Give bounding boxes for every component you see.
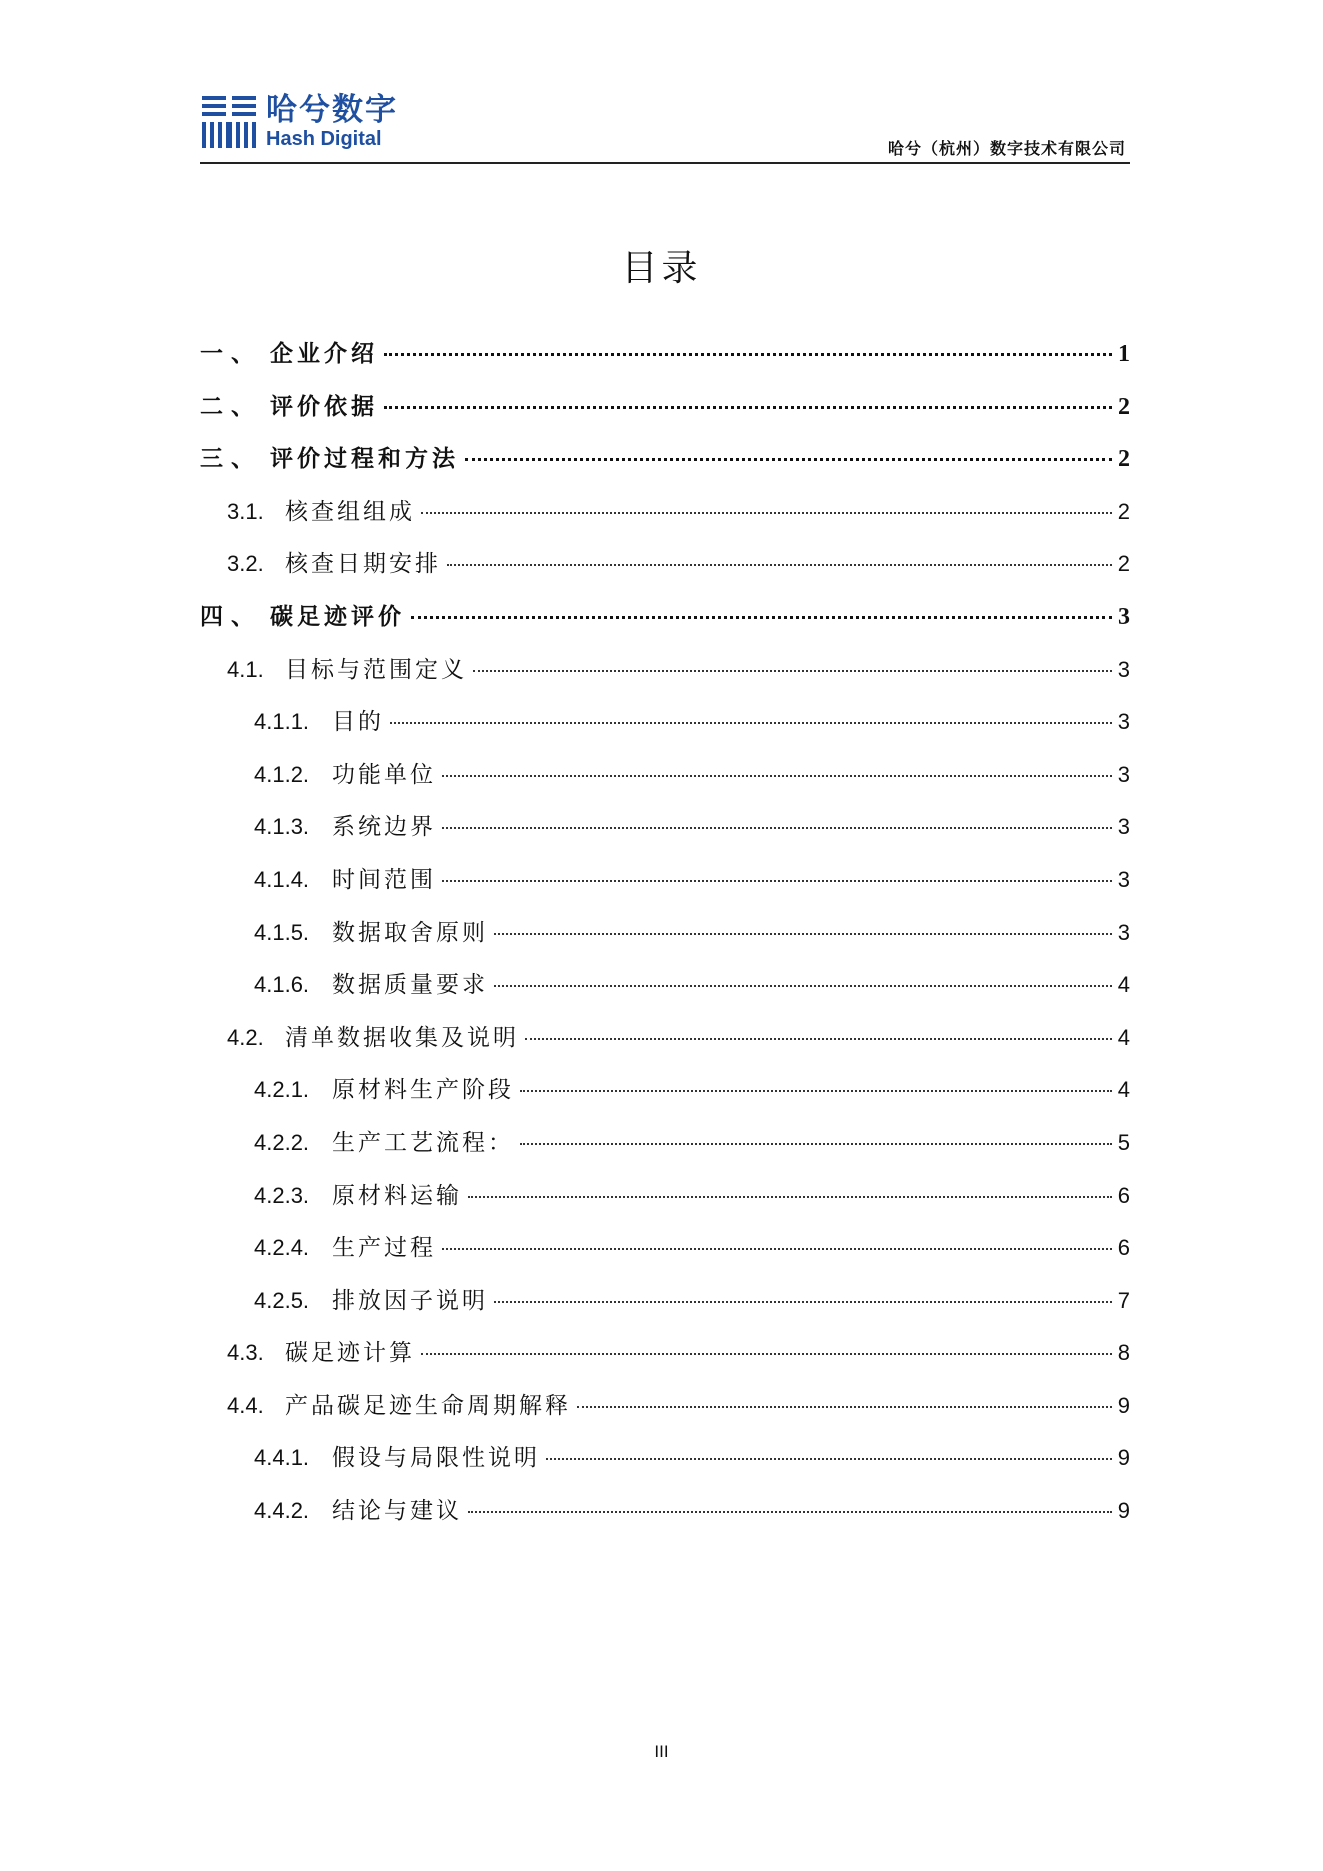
toc-entry-page: 6 [1117,1182,1130,1208]
toc-entry-title: 碳足迹计算 [285,1340,415,1367]
toc-leader-dots [494,1301,1112,1303]
logo-english-name: Hash Digital [266,128,382,150]
toc-entry-number: 二、 [200,393,262,420]
toc-leader-dots [442,880,1112,882]
toc-entry-page: 5 [1117,1129,1130,1155]
toc-entry[interactable] [200,598,1130,651]
toc-entry[interactable] [200,1229,1130,1282]
toc-leader-dots [390,722,1112,724]
toc-leader-dots [384,353,1112,356]
toc-entry-page: 4 [1117,972,1130,998]
toc-entry-page: 2 [1118,446,1130,473]
toc-entry-number: 4.1.3. [254,814,310,840]
toc-entry-page: 3 [1118,603,1130,630]
toc-leader-dots [421,512,1112,514]
toc-entry-number: 4.2.5. [254,1287,310,1313]
toc-entry-title: 核查日期安排 [285,551,441,578]
toc-entry-page: 7 [1117,1287,1130,1313]
toc-entry-title: 原材料运输 [332,1182,462,1209]
toc-entry-title: 时间范围 [332,866,436,893]
toc-leader-dots [468,1196,1112,1198]
toc-entry[interactable] [200,493,1130,546]
toc-entry[interactable] [200,861,1130,914]
toc-entry[interactable] [200,703,1130,756]
toc-entry-page: 1 [1118,341,1130,367]
toc-entry-number: 4.3. [227,1340,264,1366]
company-logo [200,92,398,150]
toc-entry-number: 4.4. [227,1392,264,1418]
toc-leader-dots [442,775,1112,777]
toc-entry-number: 4.1.1. [254,709,310,735]
toc-entry-title: 数据取舍原则 [332,919,488,946]
toc-entry-title: 生产工艺流程： [332,1129,514,1156]
hash-digital-logo-icon [200,92,258,150]
toc-entry[interactable] [200,1177,1130,1230]
toc-leader-dots [520,1090,1112,1092]
toc-entry-number: 4.1.4. [254,866,310,892]
toc-entry-title: 功能单位 [332,761,436,788]
toc-entry-title: 系统边界 [332,814,436,841]
toc-entry[interactable] [200,388,1130,441]
toc-entry[interactable] [200,914,1130,967]
toc-leader-dots [546,1458,1112,1460]
toc-entry-title: 核查组组成 [285,498,415,525]
toc-entry[interactable] [200,808,1130,861]
toc-entry[interactable] [200,1439,1130,1492]
page-number: III [654,1742,669,1761]
toc-entry-title: 排放因子说明 [332,1287,488,1314]
toc-entry-number: 4.2.1. [254,1077,310,1103]
toc-entry-number: 三、 [200,446,262,473]
toc-entry-title: 清单数据收集及说明 [285,1024,519,1051]
toc-entry-number: 3.1. [227,498,264,524]
toc-entry-number: 3.2. [227,551,264,577]
toc-entry-number: 4.2.4. [254,1235,310,1261]
toc-entry[interactable] [200,1492,1130,1545]
toc-leader-dots [473,670,1112,672]
toc-entry-page: 3 [1117,656,1130,682]
toc-entry[interactable] [200,1334,1130,1387]
toc-leader-dots [384,406,1112,409]
toc-entry-title: 企业介绍 [270,341,378,367]
toc-leader-dots [442,827,1112,829]
toc-entry-number: 4.4.2. [254,1498,310,1524]
toc-entry[interactable] [200,545,1130,598]
toc-leader-dots [411,616,1112,619]
toc-entry-page: 2 [1118,393,1130,420]
toc-leader-dots [465,458,1112,461]
toc-entry-page: 4 [1117,1077,1130,1103]
toc-entry-number: 4.2.3. [254,1182,310,1208]
toc-entry[interactable] [200,1019,1130,1072]
toc-leader-dots [577,1406,1112,1408]
toc-entry-title: 原材料生产阶段 [332,1077,514,1104]
toc-leader-dots [468,1511,1112,1513]
toc-entry-page: 8 [1117,1340,1130,1366]
toc-leader-dots [494,933,1112,935]
toc-entry[interactable] [200,651,1130,704]
toc-entry-title: 产品碳足迹生命周期解释 [285,1392,571,1419]
toc-entry[interactable] [200,1282,1130,1335]
toc-entry[interactable] [200,966,1130,1019]
logo-chinese-name: 哈兮数字 [266,92,398,128]
toc-entry-title: 目的 [332,709,384,736]
toc-entry-title: 评价依据 [270,393,378,420]
toc-entry-title: 数据质量要求 [332,972,488,999]
toc-entry-number: 四、 [200,603,262,630]
toc-leader-dots [494,985,1112,987]
toc-entry-page: 2 [1117,498,1130,524]
toc-entry[interactable] [200,1387,1130,1440]
toc-leader-dots [447,564,1112,566]
toc-entry-number: 一、 [200,341,262,367]
toc-entry-title: 碳足迹评价 [270,603,405,630]
toc-entry-page: 3 [1117,919,1130,945]
toc-entry[interactable] [200,1124,1130,1177]
toc-entry-page: 3 [1117,814,1130,840]
toc-entry-number: 4.4.1. [254,1445,310,1471]
toc-entry-title: 评价过程和方法 [270,446,459,473]
toc-entry[interactable] [200,756,1130,809]
toc-entry-number: 4.1. [227,656,264,682]
header-divider [200,162,1130,164]
page-header [200,88,1130,164]
company-name: 哈兮（杭州）数字技术有限公司 [887,139,1126,158]
toc-entry-page: 2 [1117,551,1130,577]
toc-leader-dots [421,1353,1112,1355]
toc-entry[interactable] [200,440,1130,493]
toc-entry-page: 3 [1117,709,1130,735]
toc-entry-page: 3 [1117,761,1130,787]
toc-entry-title: 目标与范围定义 [285,656,467,683]
toc-entry-page: 9 [1117,1445,1130,1471]
toc-entry-number: 4.1.6. [254,972,310,998]
toc-entry-page: 9 [1117,1498,1130,1524]
toc-entry-title: 结论与建议 [332,1498,462,1525]
toc-entry-title: 生产过程 [332,1235,436,1262]
toc-entry-title: 假设与局限性说明 [332,1445,540,1472]
toc-entry[interactable] [200,1071,1130,1124]
page-title: 目录 [621,248,702,289]
toc-leader-dots [442,1248,1112,1250]
toc-entry-number: 4.2. [227,1024,264,1050]
toc-entry-number: 4.2.2. [254,1129,310,1155]
toc-entry[interactable] [200,335,1130,388]
toc-entry-page: 4 [1117,1024,1130,1050]
toc-entry-number: 4.1.5. [254,919,310,945]
toc-entry-page: 3 [1117,866,1130,892]
toc-leader-dots [525,1038,1112,1040]
toc-entry-page: 9 [1117,1392,1130,1418]
toc-leader-dots [520,1143,1112,1145]
toc-entry-number: 4.1.2. [254,761,310,787]
table-of-contents [200,335,1130,1545]
toc-entry-page: 6 [1117,1235,1130,1261]
